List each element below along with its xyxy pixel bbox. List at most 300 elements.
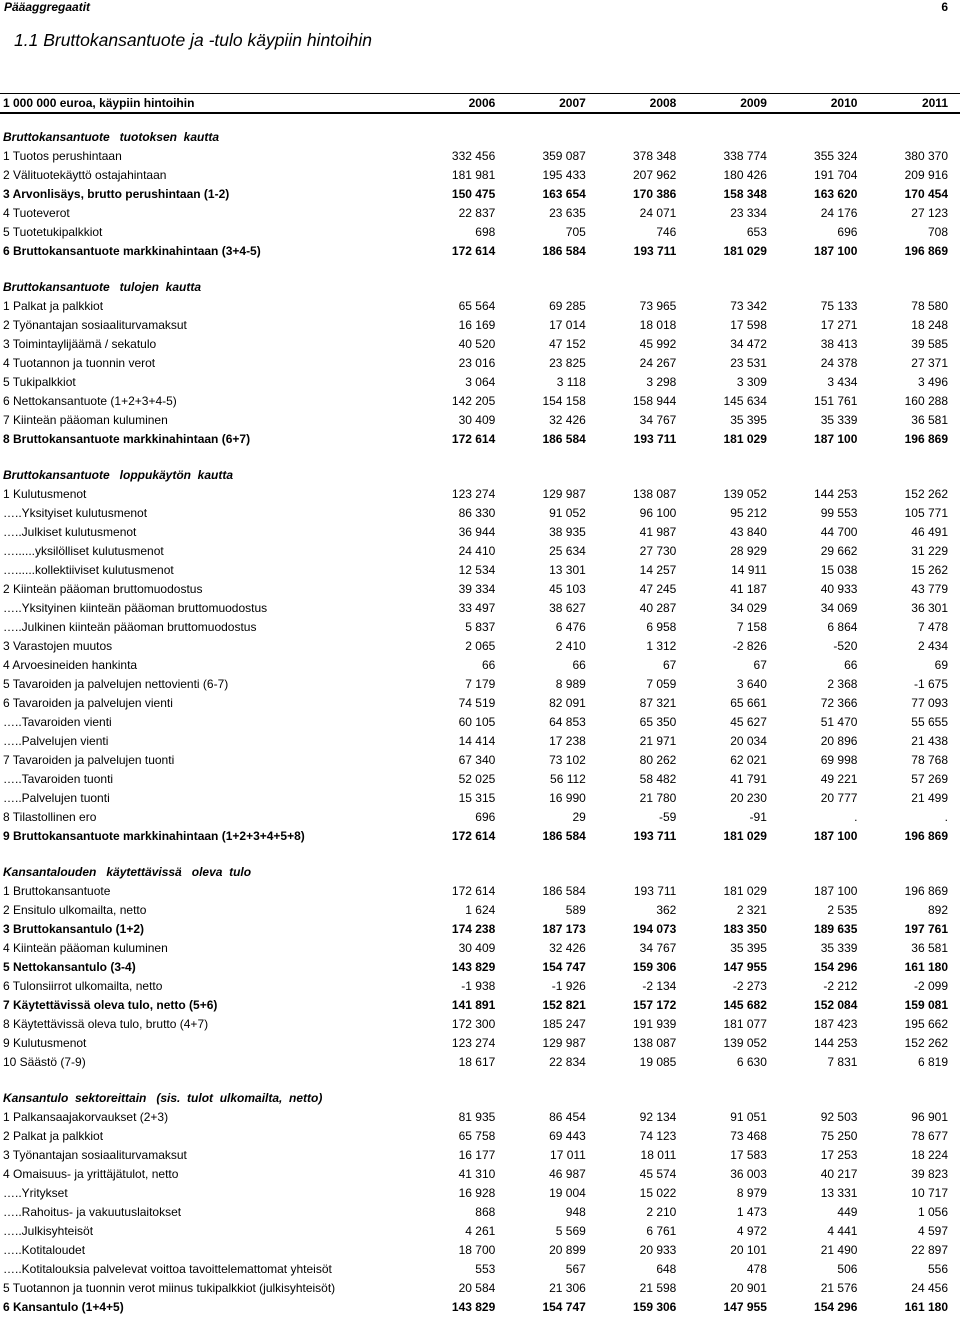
table-row [0,297,960,316]
value-cell-2008: 159 306 [632,1300,677,1314]
value-cell-2006: 150 475 [451,187,496,201]
value-cell-2006: 172 614 [451,432,496,446]
value-cell-2007: 186 584 [542,884,586,898]
value-cell-2007: 20 899 [549,1243,586,1257]
section-heading-row [0,857,960,882]
table-row [0,1146,960,1165]
table-row [0,1184,960,1203]
value-cell-2010: 21 576 [820,1281,858,1295]
value-cell-2006: 39 334 [458,582,496,596]
value-cell-2008: 45 574 [639,1167,677,1181]
value-cell-2007: 948 [565,1205,586,1219]
value-cell-2009: 145 682 [723,998,767,1012]
value-cell-2011: 78 768 [911,753,948,767]
table-row [0,1053,960,1072]
row-label: 8 Bruttokansantuote markkinahintaan (6+7) [3,432,251,446]
section-gap [0,846,960,857]
value-cell-2006: 143 829 [451,960,496,974]
value-cell-2007: 129 987 [542,487,586,501]
table-row [0,147,960,166]
table-row [0,504,960,523]
value-cell-2011: 170 454 [904,187,948,201]
table-row [0,996,960,1015]
value-cell-2010: 44 700 [820,525,858,539]
value-cell-2008: 87 321 [639,696,677,710]
row-label: …..Kotitalouksia palvelevat voittoa tavoittelemattomat yhteisöt [3,1262,332,1276]
value-cell-2006: 553 [475,1262,496,1276]
value-cell-2009: 20 230 [730,791,767,805]
value-cell-2007: 2 410 [555,639,586,653]
row-label: 5 Tavaroiden ja palvelujen nettovienti (6-7) [3,677,229,691]
value-cell-2007: 23 825 [549,356,586,370]
table-row [0,675,960,694]
value-cell-2006: 18 617 [458,1055,496,1069]
value-cell-2011: 39 585 [911,337,948,351]
table-row [0,335,960,354]
value-cell-2011: 195 662 [904,1017,948,1031]
value-cell-2011: 196 869 [904,432,948,446]
value-cell-2009: 181 029 [723,829,767,843]
row-label: …..Tavaroiden tuonti [3,772,114,786]
value-cell-2011: 7 478 [917,620,948,634]
row-label: 2 Ensitulo ulkomailta, netto [3,903,147,917]
value-cell-2011: 22 897 [911,1243,948,1257]
value-cell-2009: 158 348 [723,187,767,201]
value-cell-2009: 65 661 [730,696,767,710]
table-row [0,392,960,411]
value-cell-2007: 567 [565,1262,586,1276]
row-label: 1 Bruttokansantuote [3,884,111,898]
value-cell-2011: 2 434 [917,639,948,653]
value-cell-2007: 5 569 [555,1224,586,1238]
value-cell-2009: 653 [746,225,767,239]
value-cell-2011: 78 677 [911,1129,948,1143]
value-cell-2009: 41 791 [730,772,767,786]
row-label: 2 Välituotekäyttö ostajahintaan [3,168,167,182]
value-cell-2010: 506 [837,1262,858,1276]
table-row [0,166,960,185]
value-cell-2009: 139 052 [723,1036,767,1050]
value-cell-2011: 708 [927,225,948,239]
value-cell-2008: 746 [656,225,677,239]
value-cell-2011: . [944,810,948,824]
value-cell-2009: 1 473 [736,1205,767,1219]
value-cell-2010: 69 998 [820,753,858,767]
value-cell-2009: -2 273 [732,979,767,993]
value-cell-2007: 154 158 [542,394,586,408]
table-row [0,1241,960,1260]
row-label: 1 Palkansaajakorvaukset (2+3) [3,1110,169,1124]
value-cell-2007: 16 990 [549,791,586,805]
value-cell-2009: 36 003 [730,1167,767,1181]
value-cell-2011: 27 371 [911,356,948,370]
value-cell-2008: 378 348 [632,149,677,163]
value-cell-2008: 15 022 [639,1186,677,1200]
value-cell-2007: 64 853 [549,715,586,729]
value-cell-2009: 139 052 [723,487,767,501]
value-cell-2010: 40 217 [820,1167,858,1181]
value-cell-2007: 589 [565,903,586,917]
section-heading: Bruttokansantuote tulojen kautta [3,280,202,294]
table-body [0,113,960,1317]
value-cell-2008: 362 [656,903,677,917]
row-label: …..Julkisyhteisöt [3,1224,94,1238]
value-cell-2006: 36 944 [458,525,496,539]
year-header: 2007 [507,94,598,114]
table-row [0,373,960,392]
value-cell-2010: 144 253 [814,487,858,501]
value-cell-2008: 34 767 [639,941,677,955]
value-cell-2010: 38 413 [820,337,858,351]
value-cell-2011: 196 869 [904,829,948,843]
table-row [0,770,960,789]
value-cell-2007: 17 011 [550,1148,586,1162]
value-cell-2007: -1 926 [551,979,586,993]
value-cell-2011: 43 779 [911,582,948,596]
row-label: 8 Käytettävissä oleva tulo, brutto (4+7) [3,1017,209,1031]
value-cell-2006: 696 [475,810,496,824]
value-cell-2008: 92 134 [639,1110,677,1124]
value-cell-2009: 7 158 [736,620,767,634]
value-cell-2010: 154 296 [814,1300,858,1314]
value-cell-2008: 67 [663,658,677,672]
row-label: 3 Työnantajan sosiaaliturvamaksut [3,1148,187,1162]
value-cell-2008: 170 386 [632,187,677,201]
value-cell-2009: 147 955 [723,1300,767,1314]
value-cell-2008: 194 073 [632,922,677,936]
value-cell-2009: 73 342 [730,299,767,313]
table-row [0,1222,960,1241]
value-cell-2007: 185 247 [542,1017,586,1031]
value-cell-2007: 19 004 [549,1186,586,1200]
value-cell-2006: 30 409 [458,413,496,427]
value-cell-2009: 20 101 [730,1243,767,1257]
value-cell-2006: 33 497 [458,601,496,615]
value-cell-2006: 172 614 [451,884,496,898]
value-cell-2010: 187 100 [814,829,858,843]
value-cell-2007: 154 747 [542,1300,586,1314]
section-heading: Kansantalouden käytettävissä oleva tulo [3,865,252,879]
table-row [0,882,960,901]
value-cell-2008: 193 711 [633,432,677,446]
value-cell-2011: 152 262 [904,487,948,501]
value-cell-2007: 86 454 [549,1110,586,1124]
value-cell-2011: 31 229 [911,544,948,558]
table-row [0,1108,960,1127]
value-cell-2007: 91 052 [549,506,586,520]
value-cell-2008: 96 100 [639,506,677,520]
table-row [0,354,960,373]
value-cell-2008: 7 059 [646,677,677,691]
row-label: 2 Palkat ja palkkiot [3,1129,104,1143]
value-cell-2007: 163 654 [542,187,586,201]
value-cell-2008: 18 018 [639,318,677,332]
value-cell-2011: 161 180 [904,960,948,974]
value-cell-2007: 187 173 [542,922,586,936]
table-row [0,185,960,204]
row-label: 2 Työnantajan sosiaaliturvamaksut [3,318,187,332]
value-cell-2011: 18 224 [911,1148,948,1162]
row-label: 2 Kiinteän pääoman bruttomuodostus [3,582,203,596]
value-cell-2007: 359 087 [542,149,586,163]
value-cell-2008: 648 [656,1262,677,1276]
value-cell-2008: 159 306 [632,960,677,974]
value-cell-2008: 21 598 [639,1281,677,1295]
value-cell-2011: 209 916 [904,168,948,182]
value-cell-2008: 193 711 [633,829,677,843]
row-label: 6 Tavaroiden ja palvelujen vienti [3,696,173,710]
value-cell-2009: 8 979 [736,1186,767,1200]
value-cell-2008: 73 965 [639,299,677,313]
value-cell-2009: 478 [746,1262,767,1276]
value-cell-2008: 138 087 [632,487,677,501]
value-cell-2006: 74 519 [458,696,496,710]
value-cell-2009: 34 472 [730,337,767,351]
table-header-row [0,94,960,114]
value-cell-2011: 1 056 [917,1205,948,1219]
table-row [0,939,960,958]
value-cell-2007: 38 935 [549,525,586,539]
value-cell-2007: 82 091 [549,696,586,710]
value-cell-2008: 20 933 [639,1243,677,1257]
row-label: 8 Tilastollinen ero [3,810,97,824]
value-cell-2010: 189 635 [814,922,858,936]
value-cell-2007: 8 989 [555,677,586,691]
value-cell-2006: 2 065 [465,639,496,653]
value-cell-2006: 16 177 [458,1148,496,1162]
year-header: 2010 [779,94,870,114]
value-cell-2010: 17 253 [820,1148,858,1162]
value-cell-2009: 17 583 [730,1148,767,1162]
value-cell-2007: 3 118 [556,375,586,389]
value-cell-2006: 65 758 [458,1129,496,1143]
row-label: 7 Kiinteän pääoman kuluminen [3,413,168,427]
section-gap [0,261,960,272]
value-cell-2009: 14 911 [731,563,767,577]
year-header: 2006 [374,94,507,114]
value-cell-2009: 145 634 [723,394,767,408]
value-cell-2009: 28 929 [730,544,767,558]
value-cell-2011: 96 901 [911,1110,948,1124]
value-cell-2010: 144 253 [814,1036,858,1050]
value-cell-2011: 21 438 [911,734,948,748]
value-cell-2008: 47 245 [639,582,677,596]
value-cell-2006: 66 [481,658,496,672]
value-cell-2009: 17 598 [730,318,767,332]
value-cell-2011: 892 [927,903,948,917]
value-cell-2007: 154 747 [542,960,586,974]
value-cell-2008: 6 761 [646,1224,677,1238]
value-cell-2011: 36 581 [911,413,948,427]
value-cell-2008: 2 210 [646,1205,677,1219]
value-cell-2008: 6 958 [646,620,677,634]
value-cell-2011: 6 819 [917,1055,948,1069]
value-cell-2010: 187 100 [814,884,858,898]
value-cell-2006: 172 614 [451,829,496,843]
value-cell-2008: 3 298 [646,375,677,389]
value-cell-2011: 10 717 [911,1186,948,1200]
table-row [0,656,960,675]
table-row [0,1298,960,1317]
value-cell-2007: 17 238 [549,734,586,748]
value-cell-2008: 207 962 [632,168,677,182]
value-cell-2010: 75 133 [820,299,858,313]
row-label: 3 Bruttokansantulo (1+2) [3,922,145,936]
value-cell-2010: 66 [844,658,858,672]
table-row [0,411,960,430]
value-cell-2010: 35 339 [820,941,858,955]
value-cell-2006: 332 456 [451,149,496,163]
section-gap-cell [0,846,960,857]
value-cell-2010: 24 378 [820,356,858,370]
value-cell-2010: 3 434 [827,375,858,389]
value-cell-2006: 18 700 [458,1243,496,1257]
value-cell-2006: 698 [475,225,496,239]
table-row [0,827,960,846]
row-label: 3 Toimintaylijäämä / sekatulo [3,337,157,351]
section-gap-cell [0,113,960,122]
value-cell-2010: 187 100 [814,432,858,446]
table-row [0,977,960,996]
value-cell-2006: 40 520 [458,337,496,351]
table-row [0,242,960,261]
value-cell-2009: 20 901 [730,1281,767,1295]
row-label: 3 Arvonlisäys, brutto perushintaan (1-2) [3,187,230,201]
table-row [0,789,960,808]
value-cell-2008: 193 711 [633,244,677,258]
value-cell-2006: 24 410 [458,544,496,558]
value-cell-2007: 23 635 [549,206,586,220]
value-cell-2006: 141 891 [451,998,496,1012]
row-label: 6 Tulonsiirrot ulkomailta, netto [3,979,163,993]
value-cell-2009: 91 051 [730,1110,767,1124]
value-cell-2009: 45 627 [730,715,767,729]
value-cell-2009: 35 395 [730,941,767,955]
value-cell-2010: 99 553 [820,506,858,520]
value-cell-2007: 38 627 [549,601,586,615]
year-header: 2011 [869,94,960,114]
value-cell-2011: 556 [927,1262,948,1276]
value-cell-2011: 24 456 [911,1281,948,1295]
value-cell-2006: 174 238 [451,922,496,936]
row-label: 9 Kulutusmenot [3,1036,87,1050]
value-cell-2008: 45 992 [639,337,677,351]
value-cell-2006: 22 837 [458,206,496,220]
value-cell-2010: 15 038 [820,563,858,577]
value-cell-2009: 3 309 [736,375,767,389]
value-cell-2007: 73 102 [549,753,586,767]
row-label: 9 Bruttokansantuote markkinahintaan (1+2+3+4+5+8) [3,829,305,843]
value-cell-2008: 27 730 [639,544,677,558]
value-cell-2006: 172 300 [451,1017,496,1031]
row-label: 1 Kulutusmenot [3,487,87,501]
value-cell-2010: 2 368 [827,677,858,691]
table-row [0,1015,960,1034]
value-cell-2010: 191 704 [814,168,858,182]
page-header [4,0,948,14]
table-row [0,580,960,599]
value-cell-2007: 17 014 [549,318,586,332]
table-row [0,901,960,920]
row-label: 5 Tukipalkkiot [3,375,76,389]
value-cell-2009: 3 640 [736,677,767,691]
page-number: 6 [941,0,948,14]
section-gap-cell [0,261,960,272]
value-cell-2010: 24 176 [820,206,858,220]
value-cell-2011: 3 496 [917,375,948,389]
table-row [0,751,960,770]
value-cell-2011: 159 081 [904,998,948,1012]
value-cell-2009: 181 077 [723,1017,767,1031]
page-title: 1.1 Bruttokansantuote ja -tulo käypiin hintoihin [14,30,373,50]
table-row [0,523,960,542]
value-cell-2011: 4 597 [917,1224,948,1238]
section-heading-row [0,1083,960,1108]
value-cell-2007: 47 152 [549,337,586,351]
value-cell-2008: 34 767 [639,413,677,427]
table-row [0,430,960,449]
value-cell-2007: 152 821 [542,998,586,1012]
value-cell-2007: 22 834 [549,1055,586,1069]
section-gap [0,1072,960,1083]
row-label: …..Palvelujen vienti [3,734,109,748]
value-cell-2010: -520 [833,639,858,653]
table-row [0,1127,960,1146]
value-cell-2007: 129 987 [542,1036,586,1050]
section-heading: Bruttokansantuote loppukäytön kautta [3,468,234,482]
value-cell-2010: 449 [837,1205,858,1219]
value-cell-2008: 74 123 [639,1129,677,1143]
value-cell-2011: 69 [934,658,948,672]
value-cell-2011: 46 491 [911,525,948,539]
value-cell-2011: 160 288 [904,394,948,408]
value-cell-2006: 143 829 [451,1300,496,1314]
unit-label: 1 000 000 euroa, käypiin hintoihin [0,94,374,114]
value-cell-2008: 40 287 [639,601,677,615]
value-cell-2008: 191 939 [632,1017,677,1031]
value-cell-2011: 55 655 [911,715,948,729]
value-cell-2006: 123 274 [451,487,496,501]
value-cell-2011: 18 248 [911,318,948,332]
value-cell-2011: -2 099 [913,979,948,993]
row-label: …..Rahoitus- ja vakuutuslaitokset [3,1205,182,1219]
value-cell-2008: 41 987 [639,525,677,539]
value-cell-2007: 21 306 [549,1281,586,1295]
table-row [0,485,960,504]
year-header: 2008 [598,94,689,114]
value-cell-2007: 69 443 [549,1129,586,1143]
section-gap [0,113,960,122]
value-cell-2007: 6 476 [555,620,586,634]
value-cell-2006: 41 310 [458,1167,496,1181]
value-cell-2010: 20 896 [820,734,858,748]
value-cell-2008: 138 087 [632,1036,677,1050]
value-cell-2010: 187 423 [814,1017,858,1031]
row-label: …......yksilölliset kulutusmenot [3,544,164,558]
value-cell-2009: 181 029 [723,244,767,258]
row-label: 5 Tuotannon ja tuonnin verot miinus tukipalkkiot (julkisyhteisöt) [3,1281,336,1295]
table-row [0,316,960,335]
value-cell-2007: 186 584 [542,432,586,446]
table-row [0,542,960,561]
value-cell-2010: 92 503 [820,1110,858,1124]
section-heading-row [0,122,960,147]
value-cell-2010: 20 777 [820,791,858,805]
value-cell-2008: -59 [659,810,677,824]
value-cell-2009: 180 426 [723,168,767,182]
value-cell-2011: 57 269 [911,772,948,786]
value-cell-2006: 14 414 [458,734,496,748]
